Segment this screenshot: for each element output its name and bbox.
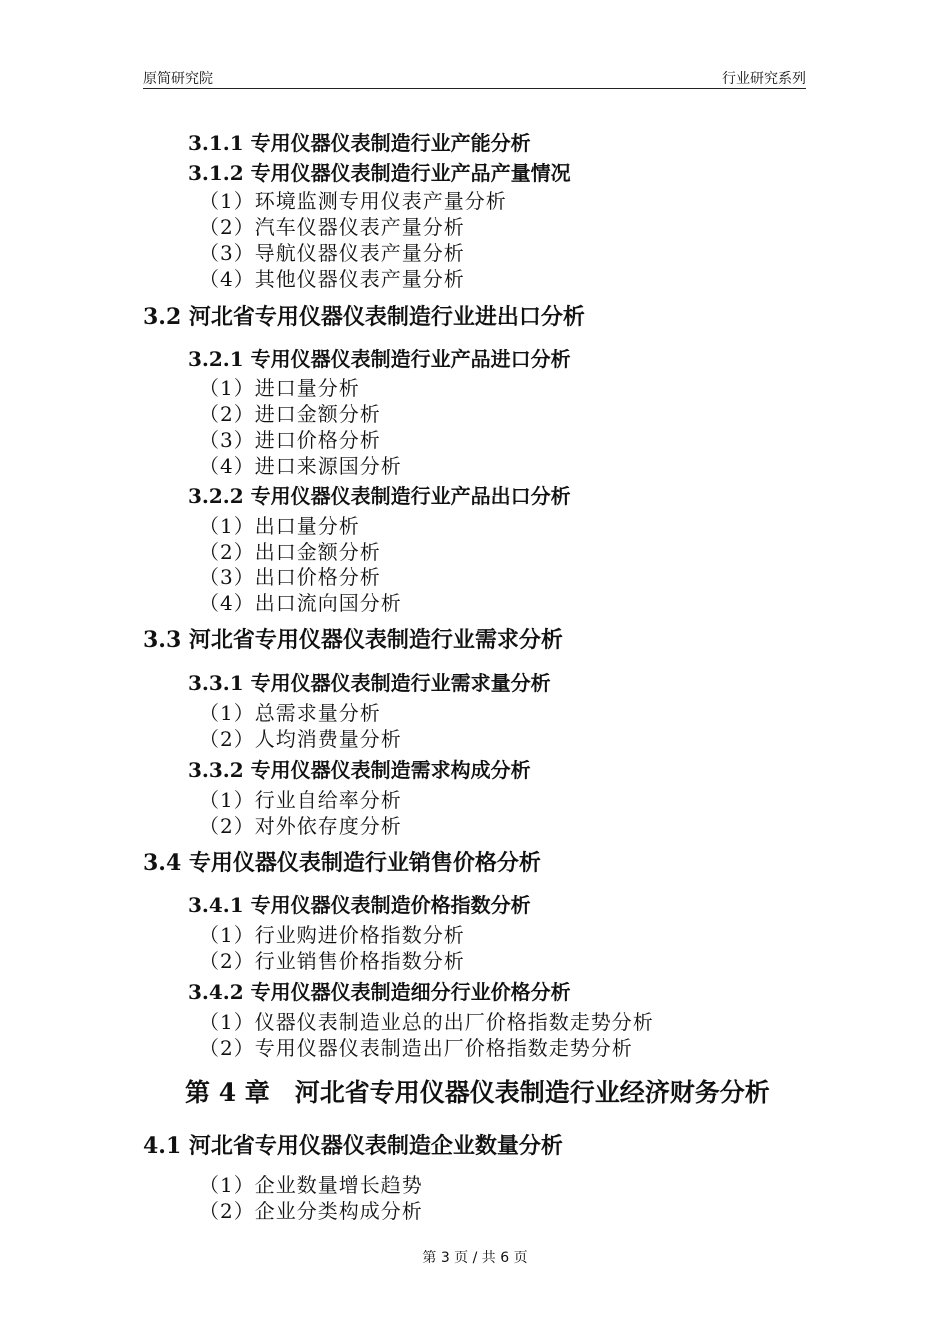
toc-section-3-3[interactable]: 3.3 河北省专用仪器仪表制造行业需求分析 bbox=[143, 627, 563, 653]
toc-section-3-2-1[interactable]: 3.2.1 专用仪器仪表制造行业产品进口分析 bbox=[188, 347, 571, 371]
toc-item[interactable]: （1）总需求量分析 bbox=[199, 701, 381, 725]
toc-item[interactable]: （2）出口金额分析 bbox=[199, 540, 381, 564]
toc-item[interactable]: （2）企业分类构成分析 bbox=[199, 1199, 423, 1223]
toc-section-4-1[interactable]: 4.1 河北省专用仪器仪表制造企业数量分析 bbox=[143, 1133, 563, 1159]
toc-section-3-3-1[interactable]: 3.3.1 专用仪器仪表制造行业需求量分析 bbox=[188, 671, 551, 695]
toc-section-3-4[interactable]: 3.4 专用仪器仪表制造行业销售价格分析 bbox=[143, 850, 541, 876]
toc-item[interactable]: （1）进口量分析 bbox=[199, 376, 360, 400]
toc-item[interactable]: （4）其他仪器仪表产量分析 bbox=[199, 267, 465, 291]
toc-section-3-2-2[interactable]: 3.2.2 专用仪器仪表制造行业产品出口分析 bbox=[188, 484, 571, 508]
toc-chapter-4[interactable]: 第 4 章 河北省专用仪器仪表制造行业经济财务分析 bbox=[185, 1078, 770, 1107]
toc-item[interactable]: （2）专用仪器仪表制造出厂价格指数走势分析 bbox=[199, 1036, 633, 1060]
header-series-name: 行业研究系列 bbox=[722, 71, 806, 87]
toc-item[interactable]: （3）导航仪器仪表产量分析 bbox=[199, 241, 465, 265]
toc-section-3-1-1[interactable]: 3.1.1 专用仪器仪表制造行业产能分析 bbox=[188, 131, 531, 155]
toc-item[interactable]: （1）环境监测专用仪表产量分析 bbox=[199, 189, 507, 213]
page-number: 第 3 页 / 共 6 页 bbox=[422, 1250, 528, 1266]
toc-item[interactable]: （3）进口价格分析 bbox=[199, 428, 381, 452]
toc-item[interactable]: （2）人均消费量分析 bbox=[199, 727, 402, 751]
toc-section-3-1-2[interactable]: 3.1.2 专用仪器仪表制造行业产品产量情况 bbox=[188, 161, 571, 185]
toc-section-3-2[interactable]: 3.2 河北省专用仪器仪表制造行业进出口分析 bbox=[143, 304, 585, 330]
toc-item[interactable]: （1）出口量分析 bbox=[199, 514, 360, 538]
toc-item[interactable]: （2）行业销售价格指数分析 bbox=[199, 949, 465, 973]
toc-item[interactable]: （1）仪器仪表制造业总的出厂价格指数走势分析 bbox=[199, 1010, 654, 1034]
toc-item[interactable]: （2）对外依存度分析 bbox=[199, 814, 402, 838]
toc-item[interactable]: （2）汽车仪器仪表产量分析 bbox=[199, 215, 465, 239]
toc-item[interactable]: （1）行业自给率分析 bbox=[199, 788, 402, 812]
toc-item[interactable]: （3）出口价格分析 bbox=[199, 565, 381, 589]
header-divider bbox=[143, 88, 806, 89]
toc-item[interactable]: （4）出口流向国分析 bbox=[199, 591, 402, 615]
toc-section-3-3-2[interactable]: 3.3.2 专用仪器仪表制造需求构成分析 bbox=[188, 758, 531, 782]
toc-item[interactable]: （1）企业数量增长趋势 bbox=[199, 1173, 423, 1197]
toc-item[interactable]: （4）进口来源国分析 bbox=[199, 454, 402, 478]
header-org-name: 原简研究院 bbox=[143, 71, 213, 87]
toc-item[interactable]: （1）行业购进价格指数分析 bbox=[199, 923, 465, 947]
toc-section-3-4-2[interactable]: 3.4.2 专用仪器仪表制造细分行业价格分析 bbox=[188, 980, 571, 1004]
toc-section-3-4-1[interactable]: 3.4.1 专用仪器仪表制造价格指数分析 bbox=[188, 893, 531, 917]
toc-item[interactable]: （2）进口金额分析 bbox=[199, 402, 381, 426]
